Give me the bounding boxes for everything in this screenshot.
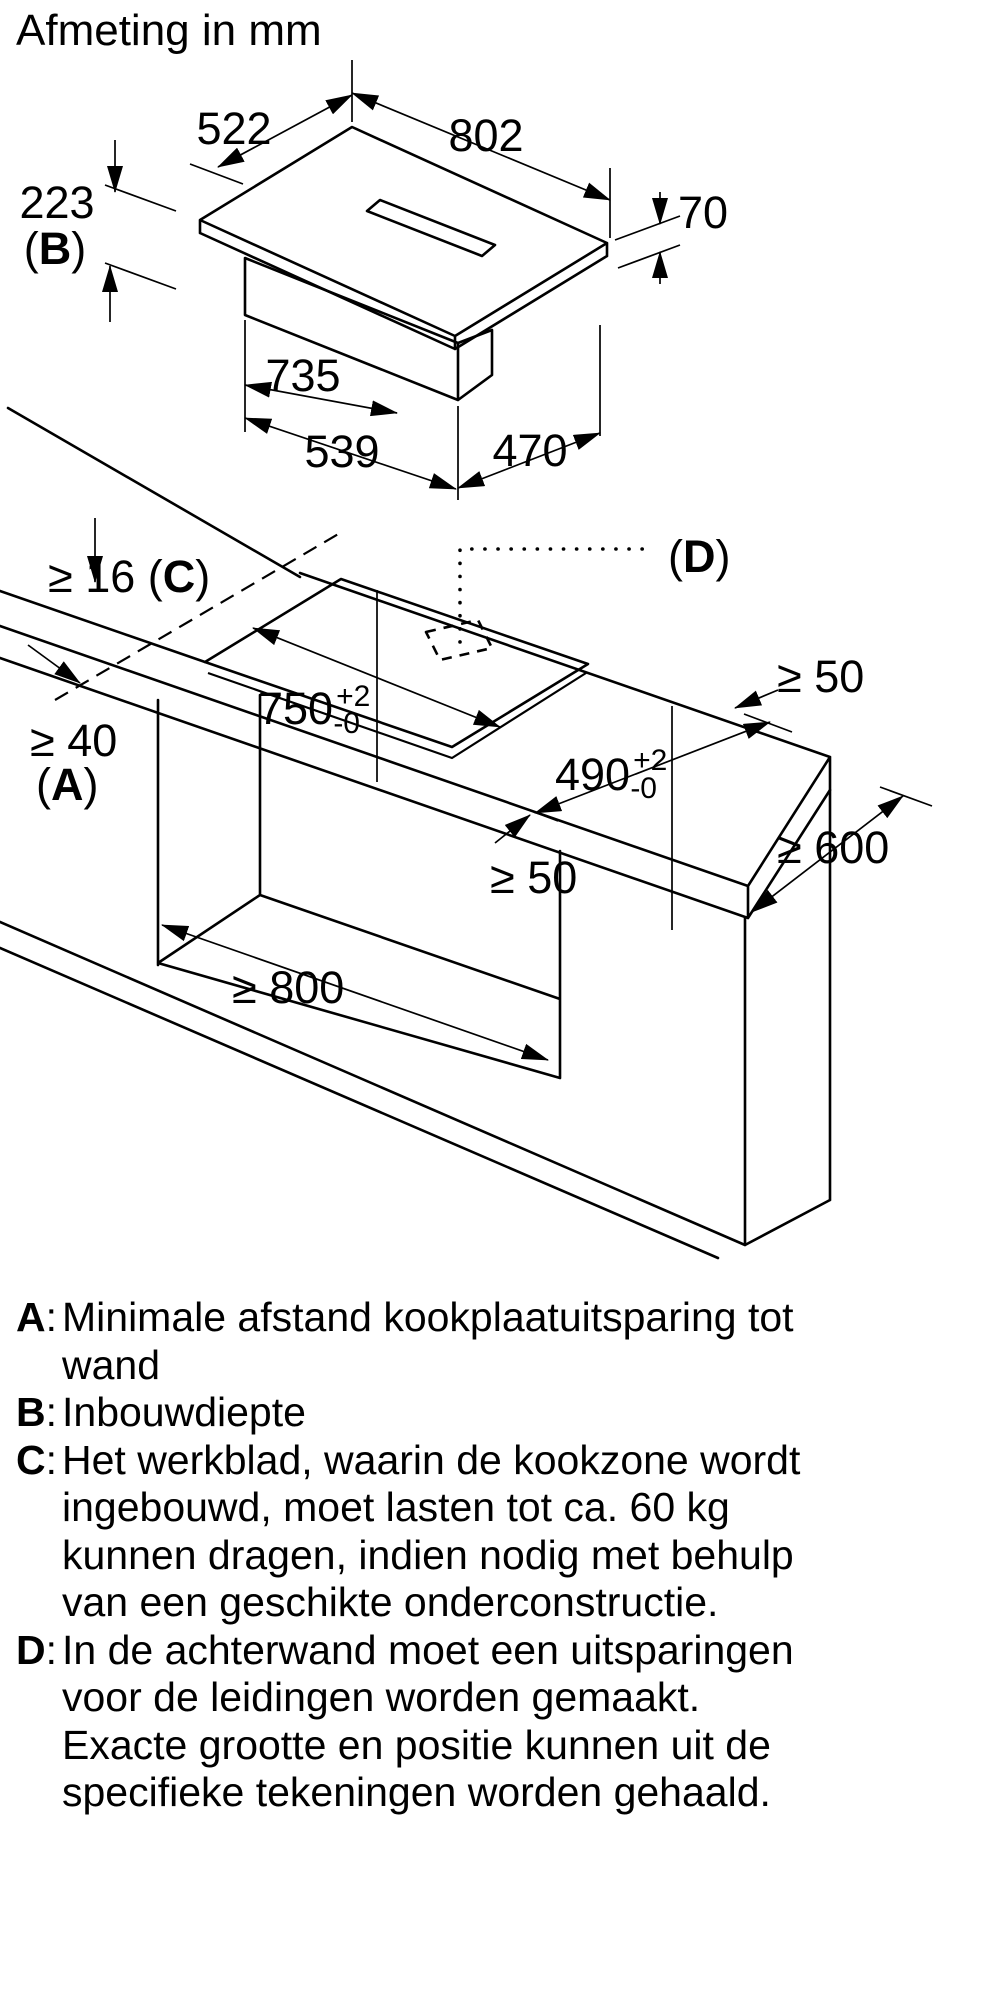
legend-item-B [16, 1389, 876, 1437]
legend-text-B: Inbouwdiepte [62, 1389, 306, 1435]
dim-line-800 [162, 925, 548, 1060]
legend-text-A: Minimale afstand kookplaatuitsparing tot wand [62, 1294, 794, 1388]
top-view-extension-lines [105, 60, 680, 500]
worktop-install-view [0, 408, 932, 1258]
dim-label-600: ≥ 600 [777, 822, 890, 873]
cabinet-outline [0, 695, 830, 1258]
dim-label-40-ref: (A) [36, 759, 99, 810]
dim-label-490: 490 $^{+2}$ -0 [555, 744, 668, 805]
dim-label-223: 223 [19, 177, 95, 228]
hob-glass-outline [200, 127, 607, 349]
dim-label-470: 470 [492, 425, 568, 476]
leader-front-clearance-50 [495, 815, 530, 843]
legend-key-D: D: [16, 1626, 58, 1673]
hob-top-view [19, 60, 728, 500]
legend-item-C [16, 1437, 876, 1627]
dim-label-735: 735 [265, 350, 341, 401]
dim-label-800: ≥ 800 [232, 962, 345, 1013]
pipe-recess-dotted-leader [460, 549, 648, 642]
legend-key-B: B: [16, 1389, 58, 1435]
dim-label-802: 802 [448, 110, 524, 161]
legend [16, 1294, 876, 1817]
dim-label-70: 70 [678, 187, 729, 238]
legend-key-A: A: [16, 1294, 58, 1340]
dim-label-40: ≥ 40 [30, 715, 118, 766]
dim-label-D-ref: (D) [668, 531, 731, 582]
legend-key-C: C: [16, 1436, 58, 1483]
dim-label-16: ≥ 16 (C) [48, 551, 211, 602]
dim-label-539: 539 [304, 426, 380, 477]
pipe-recess-dashed-rect [426, 620, 492, 660]
legend-item-A [16, 1294, 876, 1389]
legend-text-C: Het werkblad, waarin de kookzone wordt ingebouwd, moet lasten tot ca. 60 kg kunnen dragen, indien nodig met behulp van een geschikte onderconstructie. [62, 1436, 801, 1625]
legend-text-D: In de achterwand moet een uitsparingen voor de leidingen worden gemaakt. Exacte grootte en positie kunnen uit de specifieke tekeningen worden gehaald. [62, 1626, 794, 1815]
dim-label-50-rear: ≥ 50 [777, 651, 865, 702]
dim-label-522: 522 [196, 103, 272, 154]
page-title: Afmeting in mm [16, 6, 322, 55]
legend-item-D [16, 1627, 876, 1817]
leader-rear-clearance-50 [735, 690, 778, 708]
dim-label-750: 750 $^{+2}$ -0 [258, 680, 371, 740]
dim-label-50-front: ≥ 50 [490, 852, 578, 903]
hob-vent-slot [367, 200, 495, 256]
dim-label-223-ref: (B) [23, 223, 87, 274]
